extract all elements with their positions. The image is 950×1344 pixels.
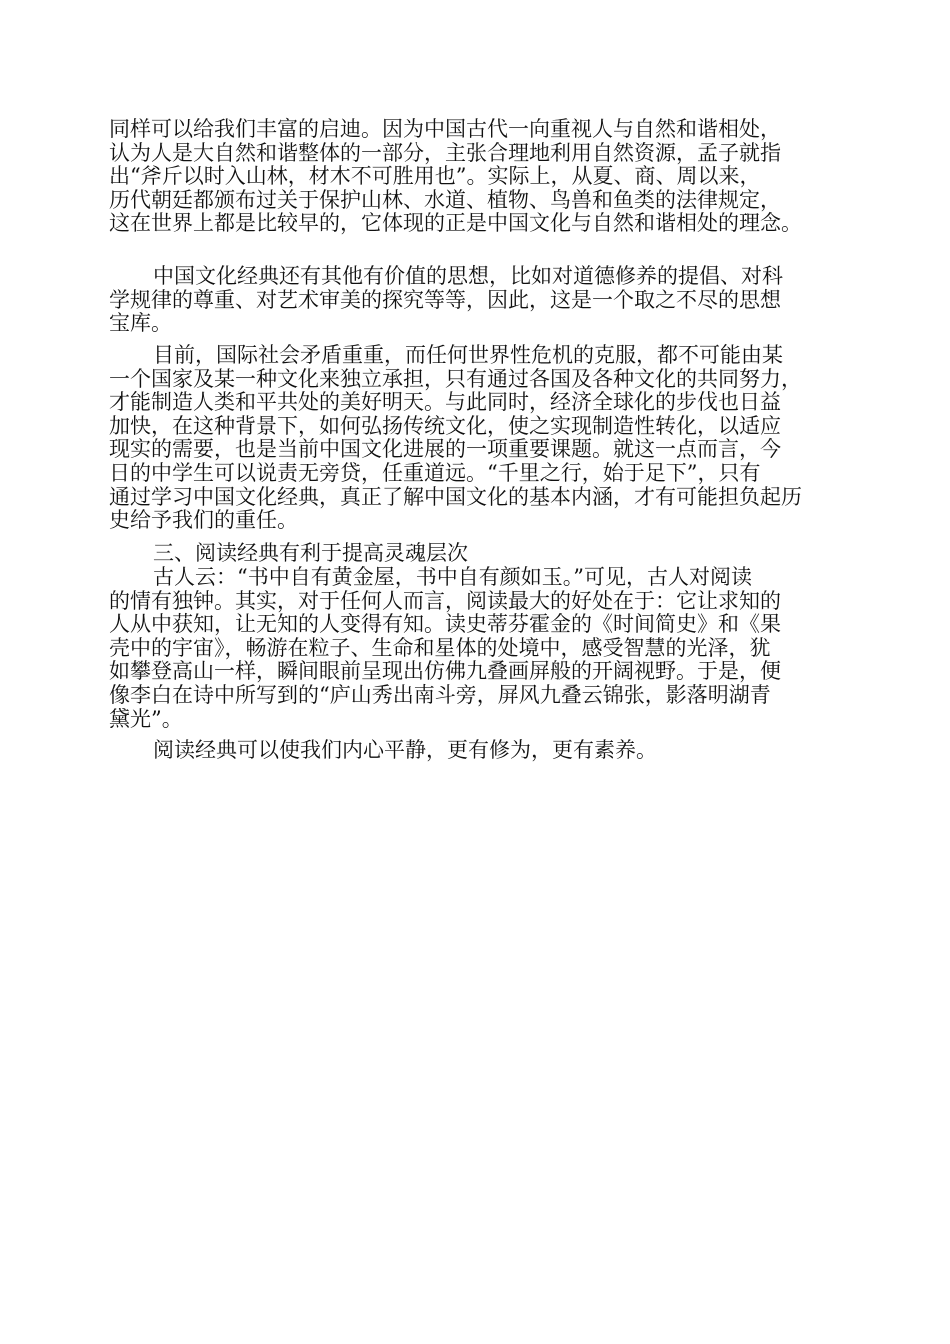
paragraph-line: 认为人是大自然和谐整体的一部分，主张合理地利用自然资源，孟子就指 (109, 140, 781, 165)
paragraph-line: 日的中学生可以说责无旁贷，任重道远。“千里之行，始于足下”，只有 (109, 460, 761, 485)
paragraph-line: 中国文化经典还有其他有价值的思想，比如对道德修养的提倡、对科 (153, 264, 783, 288)
paragraph-line: 同样可以给我们丰富的启迪。因为中国古代一向重视人与自然和谐相处， (109, 117, 781, 141)
paragraph-ancient-saying (109, 566, 845, 731)
paragraph-line: 历代朝廷都颁布过关于保护山林、水道、植物、鸟兽和鱼类的法律规定， (109, 187, 781, 212)
paragraph-line: 如攀登高山一样，瞬间眼前呈现出仿佛九叠画屏般的开阔视野。于是，便 (109, 659, 781, 684)
paragraph-line: 黛光”。 (109, 706, 183, 731)
paragraph-line: 加快，在这种背景下，如何弘扬传统文化，使之实现制造性转化，以适应 (109, 413, 781, 438)
paragraph-line: 目前，国际社会矛盾重重，而任何世界性危机的克服，都不可能由某 (153, 343, 783, 367)
section-heading-text: 三、阅读经典有利于提高灵魂层次 (153, 541, 468, 565)
paragraph-line: 才能制造人类和平共处的美好明天。与此同时，经济全球化的步伐也日益 (109, 390, 781, 415)
paragraph-reading-classics (109, 739, 845, 763)
paragraph-line: 这在世界上都是比较早的，它体现的正是中国文化与自然和谐相处的理念。 (109, 211, 802, 236)
paragraph-line: 现实的需要，也是当前中国文化进展的一项重要课题。就这一点而言，今 (109, 437, 781, 462)
paragraph-international-society (109, 344, 845, 533)
paragraph-line: 通过学习中国文化经典，真正了解中国文化的基本内涵，才有可能担负起历 (109, 484, 802, 509)
paragraph-line: 阅读经典可以使我们内心平静，更有修为，更有素养。 (153, 738, 657, 762)
paragraph-line: 学规律的尊重、对艺术审美的探究等等，因此，这是一个取之不尽的思想 (109, 287, 781, 312)
paragraph-line: 人从中获知，让无知的人变得有知。读史蒂芬霍金的《时间简史》和《果 (109, 612, 781, 637)
paragraph-line: 古人云：“书中自有黄金屋，书中自有颜如玉。”可见，古人对阅读 (153, 565, 752, 589)
paragraph-harmony-with-nature (109, 118, 845, 236)
paragraph-line: 出“斧斤以时入山林，材木不可胜用也”。实际上，从夏、商、周以来， (109, 164, 761, 189)
section-heading (109, 542, 845, 566)
paragraph-line: 史给予我们的重任。 (109, 508, 298, 533)
paragraph-line: 的情有独钟。其实，对于任何人而言，阅读最大的好处在于：它让求知的 (109, 588, 781, 613)
paragraph-line: 一个国家及某一种文化来独立承担，只有通过各国及各种文化的共同努力， (109, 366, 802, 391)
paragraph-line: 像李白在诗中所写到的“庐山秀出南斗旁，屏风九叠云锦张，影落明湖青 (109, 682, 771, 707)
paragraph-other-valuable-ideas (109, 265, 845, 336)
paragraph-line: 壳中的宇宙》，畅游在粒子、生命和星体的处境中，感受智慧的光泽，犹 (109, 635, 771, 660)
paragraph-line: 宝库。 (109, 311, 172, 336)
